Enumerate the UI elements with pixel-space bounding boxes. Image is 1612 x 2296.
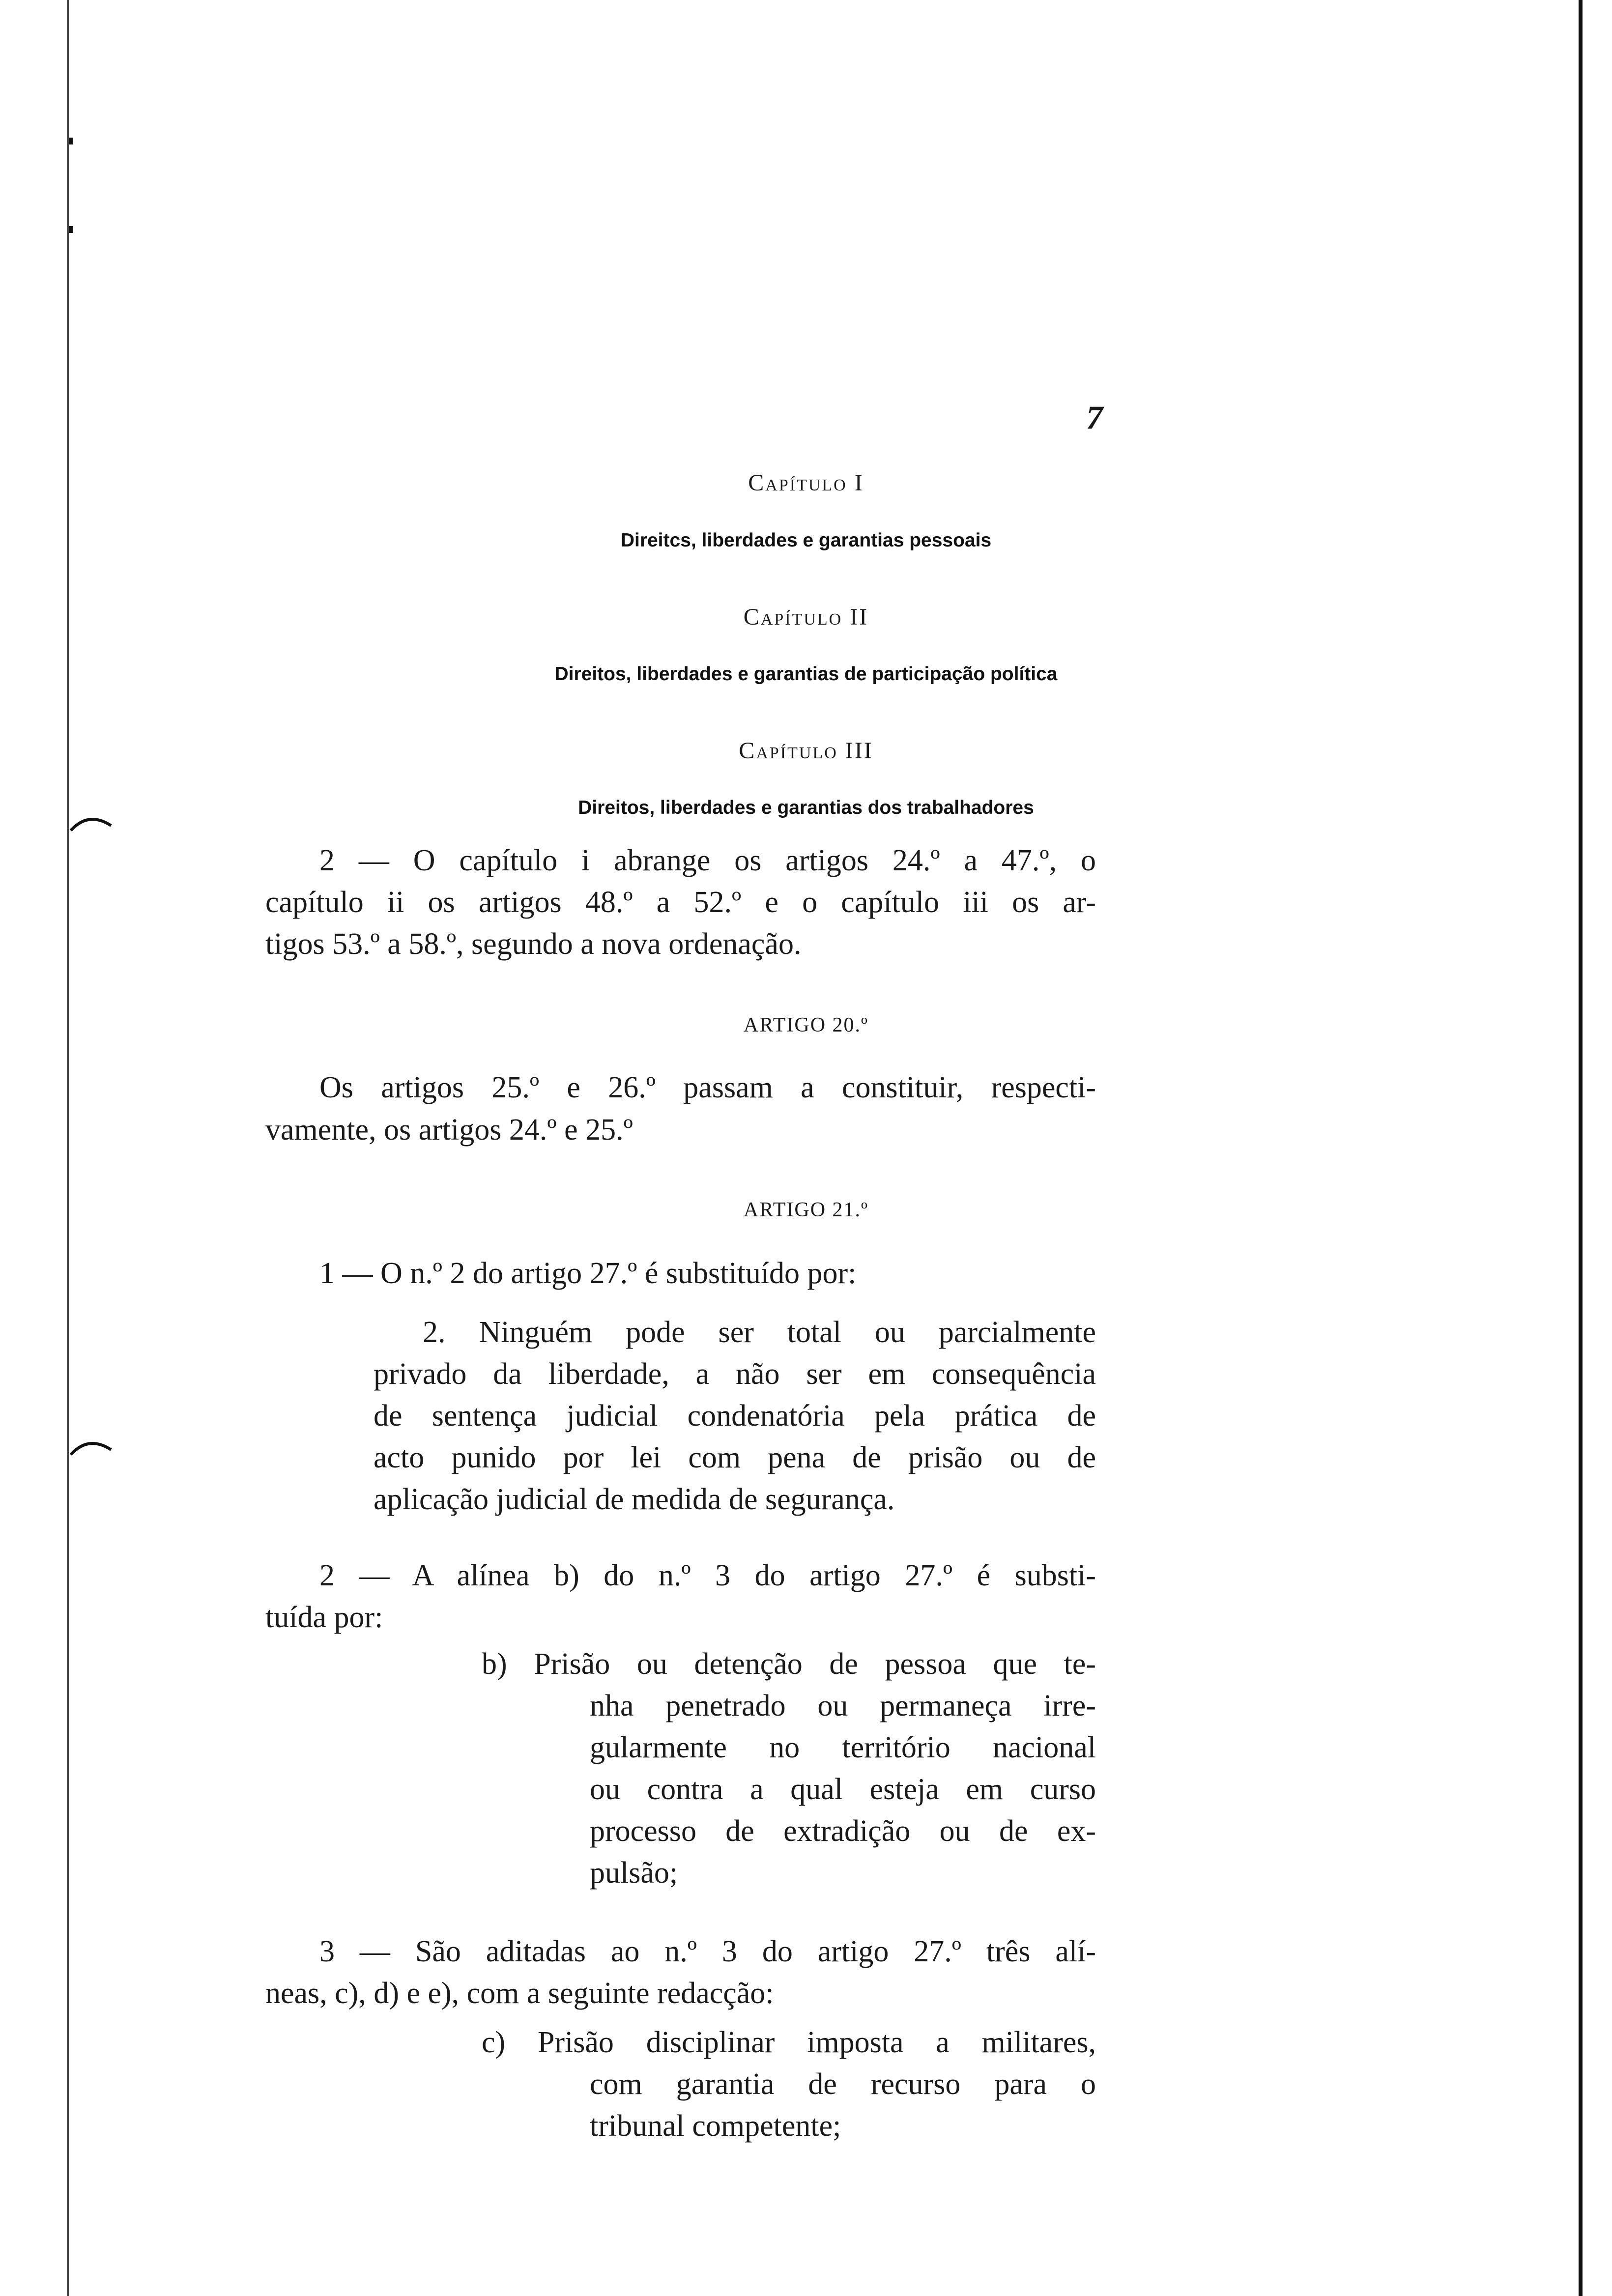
- punch-mark: [69, 138, 73, 144]
- paragraph-line: vamente, os artigos 24.º e 25.º: [265, 1113, 633, 1147]
- list-item-line: b) Prisão ou detenção de pessoa que te-: [482, 1647, 1096, 1681]
- list-item-line: tribunal competente;: [590, 2109, 841, 2143]
- punch-mark: [69, 226, 73, 233]
- chapter-subtitle: Direitcs, liberdades e garantias pessoais: [620, 530, 992, 551]
- chapter-title: Capítulo II: [743, 604, 869, 630]
- paragraph-line: 2 — O capítulo i abrange os artigos 24.º a 47.º, o: [319, 844, 1096, 877]
- paragraph-line: 2 — A alínea b) do n.º 3 do artigo 27.º é substi-: [319, 1559, 1096, 1592]
- list-item-line: ou contra a qual esteja em curso: [590, 1773, 1096, 1806]
- chapter-title: Capítulo I: [748, 470, 864, 496]
- paragraph-line: tuída por:: [265, 1601, 383, 1634]
- quote-line: 2. Ninguém pode ser total ou parcialmente: [423, 1316, 1096, 1349]
- quote-line: acto punido por lei com pena de prisão ou de: [374, 1441, 1096, 1474]
- list-item-line: pulsão;: [590, 1856, 678, 1890]
- paragraph-line: Os artigos 25.º e 26.º passam a constituir, respecti-: [319, 1071, 1096, 1104]
- quote-line: privado da liberdade, a não ser em consequência: [374, 1357, 1096, 1391]
- binding-hook-mark: [69, 1430, 113, 1460]
- paragraph-line: neas, c), d) e e), com a seguinte redacção:: [265, 1977, 774, 2010]
- list-item-line: gularmente no território nacional: [590, 1731, 1096, 1764]
- article-heading: ARTIGO 20.º: [743, 1014, 869, 1036]
- chapter-title: Capítulo III: [739, 738, 873, 764]
- paragraph-line: tigos 53.º a 58.º, segundo a nova ordenação.: [265, 927, 802, 961]
- list-item-line: com garantia de recurso para o: [590, 2067, 1096, 2101]
- quote-line: aplicação judicial de medida de segurança.: [374, 1483, 895, 1516]
- right-page-border: [1579, 0, 1583, 2296]
- left-page-border: [67, 0, 69, 2296]
- list-item-line: c) Prisão disciplinar imposta a militares,: [482, 2026, 1096, 2059]
- article-heading: ARTIGO 21.º: [743, 1199, 869, 1221]
- list-item-line: processo de extradição ou de ex-: [590, 1814, 1096, 1848]
- paragraph-line: 1 — O n.º 2 do artigo 27.º é substituído por:: [319, 1257, 857, 1290]
- chapter-subtitle: Direitos, liberdades e garantias dos trabalhadores: [578, 797, 1034, 818]
- page-number: 7: [1086, 399, 1103, 436]
- list-item-line: nha penetrado ou permaneça irre-: [590, 1689, 1096, 1722]
- paragraph-line: capítulo ii os artigos 48.º a 52.º e o capítulo iii os ar-: [265, 886, 1096, 919]
- chapter-subtitle: Direitos, liberdades e garantias de participação política: [554, 663, 1058, 685]
- paragraph-line: 3 — São aditadas ao n.º 3 do artigo 27.º três alí-: [319, 1935, 1096, 1968]
- quote-line: de sentença judicial condenatória pela prática de: [374, 1399, 1096, 1433]
